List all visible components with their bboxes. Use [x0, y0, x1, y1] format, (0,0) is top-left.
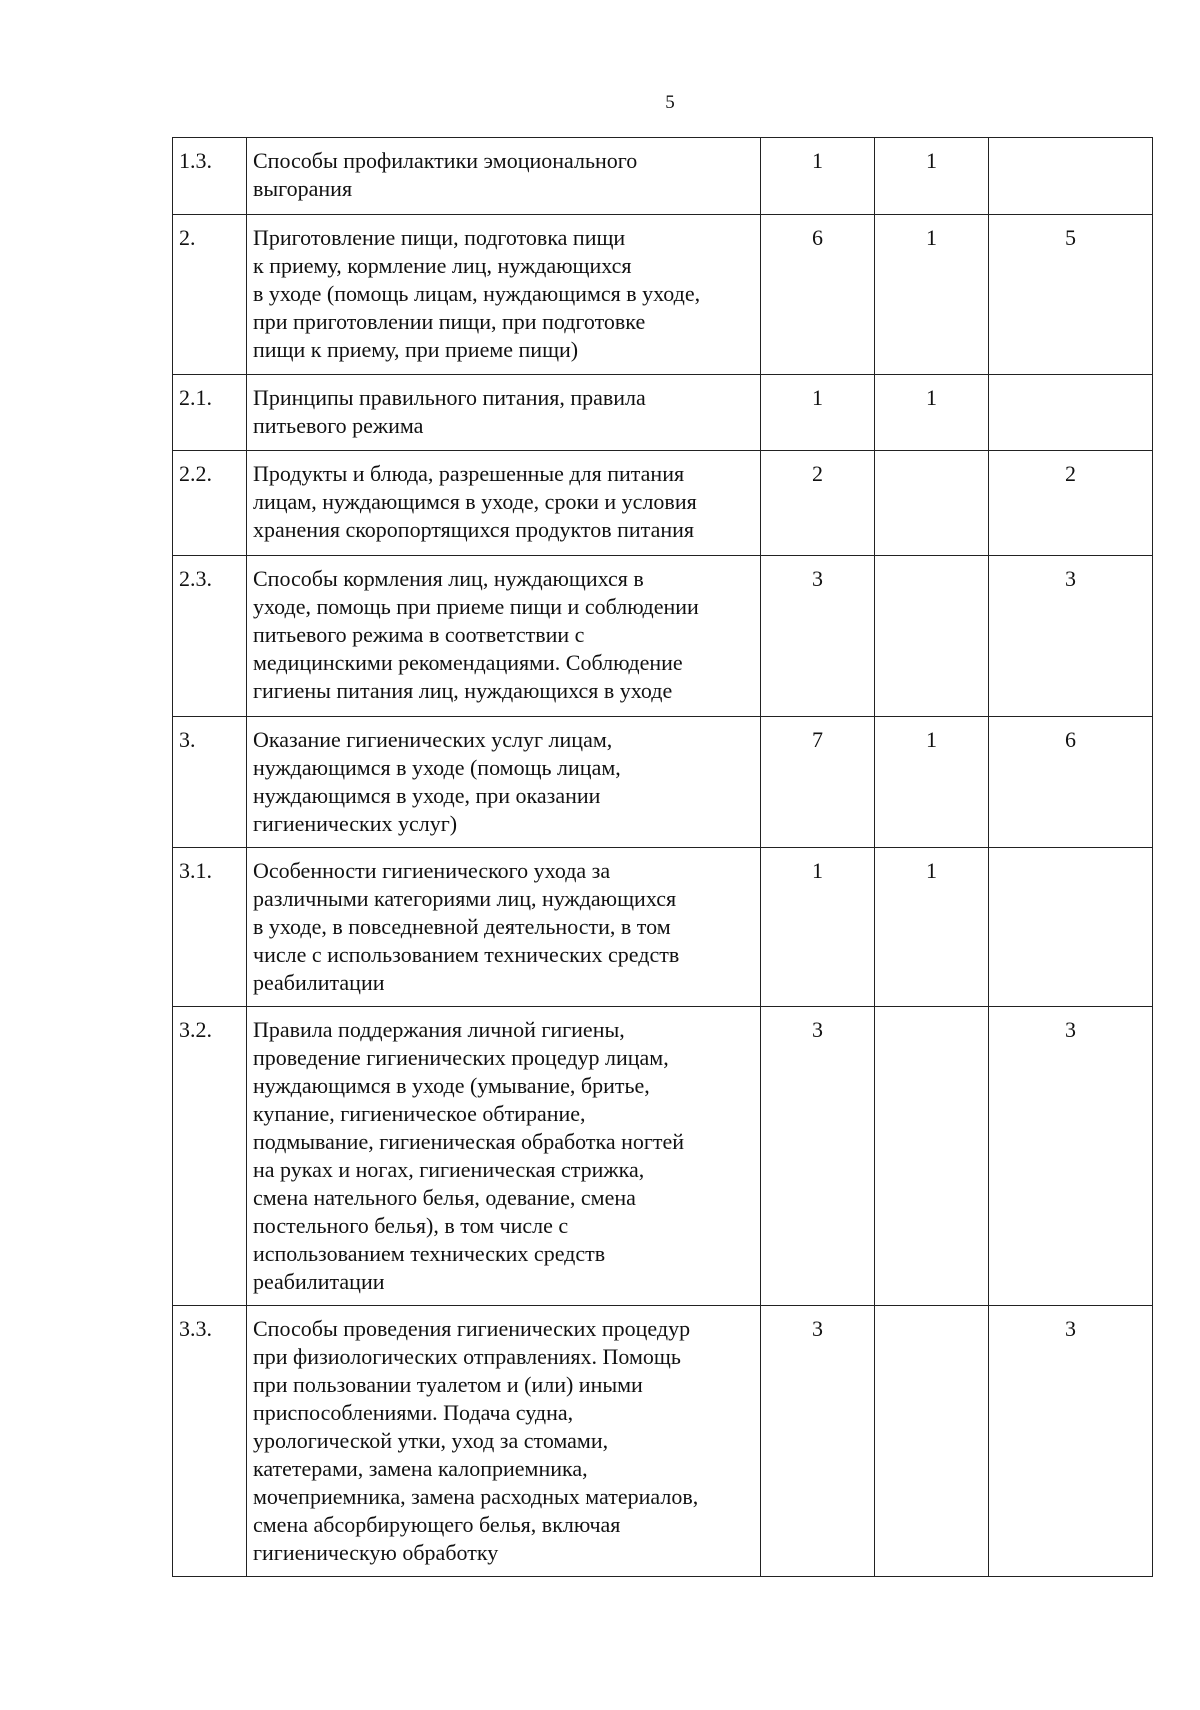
row-total-hours: 3 [761, 1007, 875, 1306]
row-topic: Продукты и блюда, разрешенные для питания лицам, нуждающимся в уходе, сроки и условия хранения скоропортящихся продуктов питания [247, 451, 761, 556]
row-theory-hours: 1 [875, 848, 989, 1007]
row-practice-hours: 3 [989, 556, 1153, 717]
page-number: 5 [665, 92, 675, 113]
row-topic: Способы проведения гигиенических процедур при физиологических отправлениях. Помощь при пользовании туалетом и (или) иными приспособлениями. Подача судна, урологической утки, уход за стомами, катетерами, замена калоприемника, мочеприемника, замена расходных материалов, смена абсорбирующего белья, включая гигиеническую обработку [247, 1306, 761, 1577]
row-number: 2.1. [173, 375, 247, 451]
row-total-hours: 1 [761, 138, 875, 215]
row-total-hours: 1 [761, 848, 875, 1007]
row-topic: Приготовление пищи, подготовка пищи к приему, кормление лиц, нуждающихся в уходе (помощь лицам, нуждающимся в уходе, при приготовлении пищи, при подготовке пищи к приему, при приеме пищи) [247, 215, 761, 375]
table-row [173, 215, 1153, 375]
row-topic: Особенности гигиенического ухода за различными категориями лиц, нуждающихся в уходе, в повседневной деятельности, в том числе с использованием технических средств реабилитации [247, 848, 761, 1007]
row-number: 2.2. [173, 451, 247, 556]
row-number: 3.3. [173, 1306, 247, 1577]
row-total-hours: 7 [761, 717, 875, 848]
table-row [173, 848, 1153, 1007]
row-theory-hours [875, 451, 989, 556]
table-row [173, 1306, 1153, 1577]
row-practice-hours [989, 848, 1153, 1007]
table-row [173, 451, 1153, 556]
row-topic: Оказание гигиенических услуг лицам, нуждающимся в уходе (помощь лицам, нуждающимся в уходе, при оказании гигиенических услуг) [247, 717, 761, 848]
row-number: 2.3. [173, 556, 247, 717]
row-number: 3. [173, 717, 247, 848]
row-practice-hours [989, 375, 1153, 451]
row-theory-hours: 1 [875, 717, 989, 848]
table-row [173, 1007, 1153, 1306]
row-theory-hours: 1 [875, 375, 989, 451]
row-topic: Принципы правильного питания, правила питьевого режима [247, 375, 761, 451]
row-number: 1.3. [173, 138, 247, 215]
table-row [173, 717, 1153, 848]
table-row [173, 556, 1153, 717]
row-total-hours: 6 [761, 215, 875, 375]
row-theory-hours [875, 1007, 989, 1306]
row-number: 2. [173, 215, 247, 375]
row-total-hours: 1 [761, 375, 875, 451]
row-total-hours: 3 [761, 556, 875, 717]
row-number: 3.1. [173, 848, 247, 1007]
row-theory-hours [875, 1306, 989, 1577]
table-row [173, 138, 1153, 215]
row-practice-hours: 3 [989, 1007, 1153, 1306]
row-practice-hours: 2 [989, 451, 1153, 556]
row-theory-hours: 1 [875, 138, 989, 215]
row-topic: Способы профилактики эмоционального выгорания [247, 138, 761, 215]
row-practice-hours: 6 [989, 717, 1153, 848]
row-practice-hours: 3 [989, 1306, 1153, 1577]
row-total-hours: 3 [761, 1306, 875, 1577]
row-number: 3.2. [173, 1007, 247, 1306]
row-theory-hours: 1 [875, 215, 989, 375]
table-row [173, 375, 1153, 451]
row-practice-hours: 5 [989, 215, 1153, 375]
row-theory-hours [875, 556, 989, 717]
row-total-hours: 2 [761, 451, 875, 556]
row-topic: Способы кормления лиц, нуждающихся в уходе, помощь при приеме пищи и соблюдении питьевого режима в соответствии с медицинскими рекомендациями. Соблюдение гигиены питания лиц, нуждающихся в уходе [247, 556, 761, 717]
row-practice-hours [989, 138, 1153, 215]
row-topic: Правила поддержания личной гигиены, проведение гигиенических процедур лицам, нуждающимся в уходе (умывание, бритье, купание, гигиеническое обтирание, подмывание, гигиеническая обработка ногтей на руках и ногах, гигиеническая стрижка, смена нательного белья, одевание, смена постельного белья), в том числе с использованием технических средств реабилитации [247, 1007, 761, 1306]
curriculum-table [172, 137, 1153, 1577]
